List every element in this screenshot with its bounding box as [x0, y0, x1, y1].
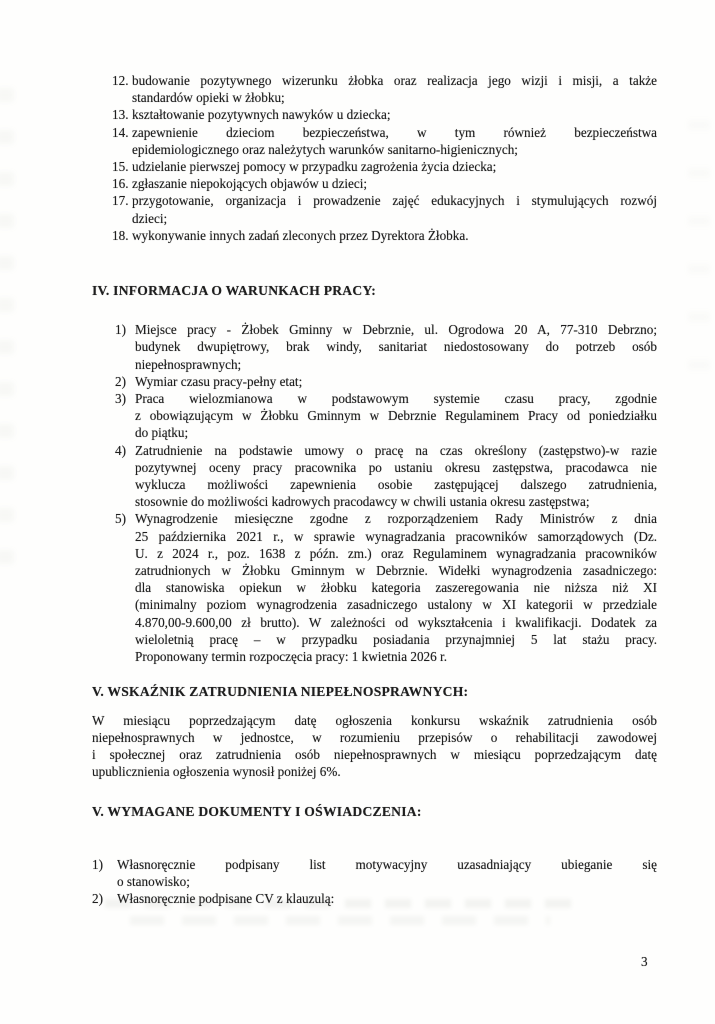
list-item	[92, 124, 657, 158]
list-item-number: 3)	[115, 391, 126, 407]
list-item-text	[132, 227, 657, 244]
list-item-text	[132, 124, 657, 158]
list-item-text	[132, 106, 657, 123]
list-item	[92, 192, 657, 226]
list-item-text	[135, 373, 657, 390]
list-item-number: 1)	[92, 856, 103, 872]
list-item	[92, 175, 657, 192]
list-item-number: 17.	[112, 193, 129, 209]
text-line: zapewnienie dzieciom bezpieczeństwa, w tym również bezpieczeństwa	[132, 124, 657, 140]
document-content	[92, 72, 657, 907]
list-item	[92, 321, 657, 373]
text-line: 4.870,00-9.600,00 zł brutto). W zależności od wykształcenia i kwalifikacji. Dodatek za	[135, 614, 657, 630]
text-line: zatrudnionych w Żłobku Gminnym w Debrznie. Widełki wynagrodzenia zasadniczego:	[135, 563, 657, 579]
required-documents-list	[92, 856, 657, 908]
text-line: udzielanie pierwszej pomocy w przypadku zagrożenia życia dziecka;	[132, 159, 497, 175]
list-item-text	[135, 390, 657, 442]
text-line: Wynagrodzenie miesięczne zgodne z rozporządzeniem Rady Ministrów z dnia	[135, 511, 657, 527]
list-item-text	[135, 321, 657, 373]
list-item	[92, 106, 657, 123]
text-line: o stanowisko;	[117, 873, 190, 889]
text-line: budowanie pozytywnego wizerunku żłobka oraz realizacja jego wizji i misji, a także	[132, 73, 657, 88]
list-item-number: 14.	[112, 124, 129, 140]
list-item	[92, 227, 657, 244]
list-item-text	[117, 890, 657, 907]
list-item-number: 18.	[112, 227, 129, 243]
section-heading-disability-rate: V. WSKAŹNIK ZATRUDNIENIA NIEPEŁNOSPRAWNYCH:	[92, 684, 469, 700]
list-item-number: 2)	[115, 373, 126, 389]
list-item-number: 1)	[115, 322, 126, 338]
section-heading-required-documents: V. WYMAGANE DOKUMENTY I OŚWIADCZENIA:	[92, 804, 422, 820]
disability-rate-paragraph	[92, 712, 657, 781]
list-item-text	[135, 510, 657, 665]
list-item-number: 5)	[115, 511, 126, 527]
text-line: Własnoręcznie podpisane CV z klauzulą:	[117, 890, 335, 906]
list-item-number: 13.	[112, 107, 129, 123]
text-line: Wymiar czasu pracy-pełny etat;	[135, 373, 303, 389]
text-line: U. z 2024 r., poz. 1638 z późn. zm.) oraz Regulaminem wynagradzania pracowników	[135, 545, 657, 561]
text-line: przygotowanie, organizacja i prowadzenie zajęć edukacyjnych i stymulujących rozwój	[132, 193, 657, 209]
text-line: W miesiącu poprzedzającym datę ogłoszenia konkursu wskaźnik zatrudnienia osób	[92, 712, 657, 728]
text-line: standardów opieki w żłobku;	[132, 90, 285, 106]
section-heading-work-conditions: IV. INFORMACJA O WARUNKACH PRACY:	[92, 283, 377, 299]
list-item	[92, 390, 657, 442]
list-item	[92, 72, 657, 106]
text-line: budynek dwupiętrowy, brak windy, sanitariat niedostosowany do potrzeb osób	[135, 339, 657, 355]
list-item-number: 4)	[115, 442, 126, 458]
list-item	[92, 442, 657, 511]
text-line: Zatrudnienie na podstawie umowy o pracę na czas określony (zastępstwo)-w razie	[135, 442, 657, 458]
text-line: Proponowany termin rozpoczęcia pracy: 1 kwietnia 2026 r.	[135, 649, 448, 665]
text-line: dzieci;	[132, 210, 168, 226]
text-line: Miejsce pracy - Żłobek Gminny w Debrznie, ul. Ogrodowa 20 A, 77-310 Debrzno;	[135, 322, 657, 338]
list-item	[92, 373, 657, 390]
text-line: 25 października 2021 r., w sprawie wynagradzania pracowników samorządowych (Dz.	[135, 528, 657, 544]
scan-smudge-right	[688, 120, 710, 380]
list-item	[92, 856, 657, 890]
list-item-text	[132, 158, 657, 175]
text-line: zgłaszanie niepokojących objawów u dzieci;	[132, 176, 368, 192]
list-item-text	[132, 192, 657, 226]
text-line: do piątku;	[135, 425, 189, 441]
list-item-text	[135, 442, 657, 511]
text-line: stosownie do możliwości kadrowych pracodawcy w chwili ustania okresu zastępstwa;	[135, 494, 590, 510]
text-line: (minimalny poziom wynagrodzenia zasadniczego ustalony w XI kategorii w przedziale	[135, 597, 657, 613]
list-item-text	[117, 856, 657, 890]
list-item-text	[132, 72, 657, 106]
list-item-number: 15.	[112, 159, 129, 175]
text-line: wieloletnią pracę – w przypadku posiadania przynajmniej 5 lat stażu pracy.	[135, 631, 657, 647]
text-line: niepełnosprawnych;	[135, 356, 242, 372]
list-item-number: 12.	[112, 73, 129, 88]
list-item-text	[132, 175, 657, 192]
text-line: Własnoręcznie podpisany list motywacyjny uzasadniający ubieganie się	[117, 856, 657, 872]
list-item	[92, 510, 657, 665]
list-item-number: 2)	[92, 890, 103, 906]
text-line: niepełnosprawnych w jednostce, w rozumieniu przepisów o rehabilitacji zawodowej	[92, 729, 657, 745]
scan-smudge-left	[0, 88, 14, 578]
work-conditions-list	[92, 321, 657, 665]
page-number: 3	[641, 954, 648, 969]
list-item	[92, 890, 657, 907]
text-line: Praca wielozmianowa w podstawowym systemie czasu pracy, zgodnie	[135, 391, 657, 407]
text-line: dla stanowiska opiekun w żłobku kategoria zaszeregowania nie niższa niż XI	[135, 580, 657, 596]
text-line: i społecznej oraz zatrudnienia osób niepełnosprawnych w miesiącu poprzedzającym datę	[92, 746, 657, 762]
text-line: pozytywnej oceny pracy pracownika po ustaniu okresu zastępstwa, pracodawca nie	[135, 459, 657, 475]
text-line: kształtowanie pozytywnych nawyków u dziecka;	[132, 107, 391, 123]
list-item	[92, 158, 657, 175]
text-line: wykonywanie innych zadań zleconych przez Dyrektora Żłobka.	[132, 227, 469, 243]
text-line: upublicznienia ogłoszenia wynosił poniżej 6%.	[92, 764, 341, 780]
list-item-number: 16.	[112, 176, 129, 192]
scan-bleedthrough-text	[130, 916, 550, 925]
text-line: epidemiologicznego oraz należytych warunków sanitarno-higienicznych;	[132, 141, 518, 157]
text-line: z obowiązującym w Żłobku Gminnym w Debrznie Regulaminem Pracy od poniedziałku	[135, 408, 657, 424]
duties-list-continued	[92, 72, 657, 244]
text-line: wyklucza możliwości zapewnienia osobie zastępującej dalszego zatrudnienia,	[135, 477, 657, 493]
